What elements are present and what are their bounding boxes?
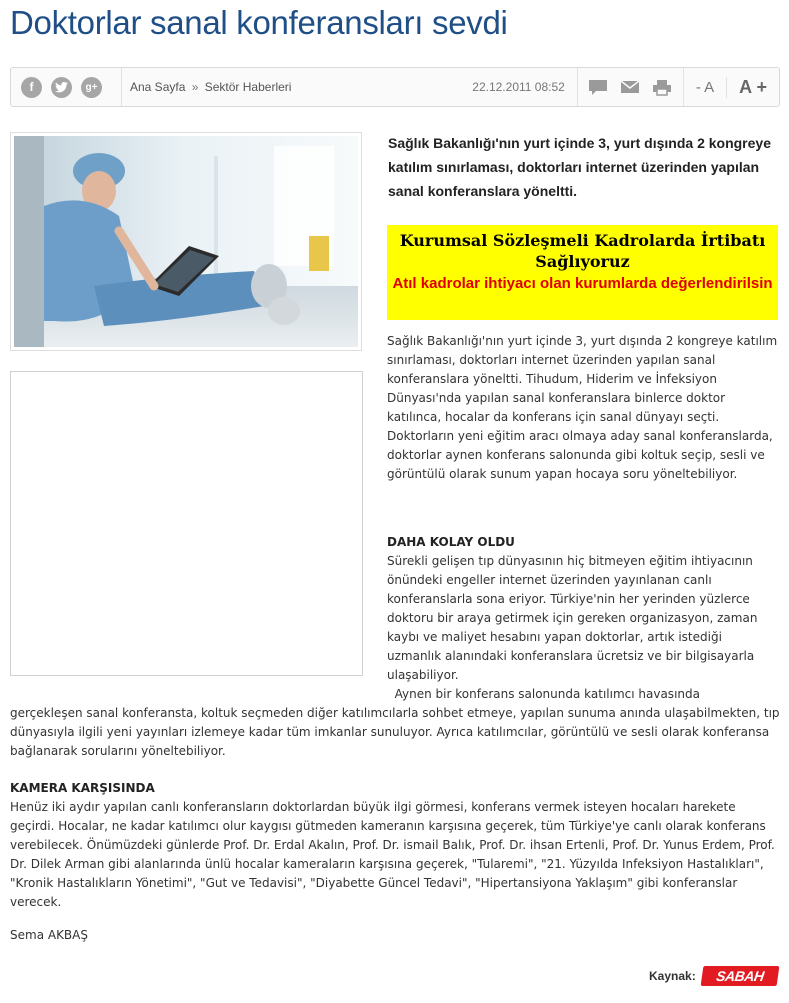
paragraph-2-text: Sürekli gelişen tıp dünyasının hiç bitmeyen eğitim ihtiyacının önündeki engeller internet üzerinden yayınlanan canlı konferanslarla sona eriyor. Türkiye'nin her yerinden yüzlerce doktoru bir araya getirmek için gereken organizasyon, zaman kaybı ve maliyet hesabını yapan doktorlar, artık istediği uzmanlık alanındaki konferanslara ücretsiz ve bir bilgisayarla ulaşabiliyor. — [387, 554, 758, 682]
article-toolbar — [10, 67, 780, 107]
social-share-group — [11, 68, 122, 106]
font-smaller-button[interactable]: - A — [695, 78, 715, 96]
article-photo — [10, 132, 362, 351]
article-author: Sema AKBAŞ — [10, 928, 88, 942]
article-source — [649, 966, 778, 986]
section-heading-1: DAHA KOLAY OLDU — [387, 535, 515, 549]
breadcrumb-section[interactable]: Sektör Haberleri — [204, 80, 292, 94]
article-lead: Sağlık Bakanlığı'nın yurt içinde 3, yurt dışında 2 kongreye katılım sınırlaması, doktorları internet üzerinden yapılan sanal konferanslara yöneltti. — [388, 135, 771, 199]
article-paragraph-4: Henüz iki aydır yapılan canlı konferansların doktorlardan büyük ilgi görmesi, konferans vermek isteyen hocaları harekete geçirdi. Hocalar, ne kadar katılımcı olur kaygısı gütmeden kameranın karşısına geçerek, tüm Türkiye'ye canlı olarak konferans verebilecek. Önümüzdeki günlerde Prof. Dr. Erdal Akalın, Prof. Dr. ismail Balık, Prof. Dr. ihsan Ertenli, Prof. Dr. Yunus Erdem, Prof. Dr. Dilek Arman gibi alanlarında ünlü hocalar kameraların karşısına geçerek, "Tularemi", "21. Yüzyılda Infeksiyon Hastalıkları", "Kronik Hastalıkların Yönetimi", "Gut ve Tedavisi", "Diyabette Güncel Tedavi", "Hipertansiyona Yaklaşım" gibi konferanslar verecek. — [10, 800, 775, 909]
font-larger-button[interactable]: A + — [726, 77, 779, 98]
sabah-logo[interactable]: SABAH — [700, 966, 779, 986]
breadcrumb-separator: » — [191, 80, 199, 94]
comment-icon[interactable] — [588, 79, 609, 96]
article-paragraph-3: gerçekleşen sanal konferansta, koltuk seçmeden diğer katılımcılarla sohbet etmeye, yapılan sunuma anında ulaşabilmekten, tıp dünyasıyla ilgili yeni yayınları izlemeye kadar tüm imkanlar sunuluyor. Ayrıca katılımcılar, görüntülü ve sesli olarak konferansa bağlanarak sorularını yöneltebiliyor. — [10, 706, 780, 758]
paragraph-2-continuation: Aynen bir konferans salonunda katılımcı havasında — [394, 687, 700, 701]
google-plus-icon[interactable]: g+ — [81, 77, 102, 98]
promo-title[interactable]: Kurumsal Sözleşmeli Kadrolarda İrtibatı Sağlıyoruz — [399, 231, 766, 271]
article-tools — [577, 68, 683, 106]
facebook-icon[interactable]: f — [21, 77, 42, 98]
article-title: Doktorlar sanal konferansları sevdi — [10, 4, 508, 41]
source-label: Kaynak: — [649, 969, 696, 983]
mail-icon[interactable] — [620, 79, 641, 96]
publish-date: 22.12.2011 08:52 — [472, 80, 565, 94]
breadcrumb-home[interactable]: Ana Sayfa — [130, 80, 186, 94]
promo-banner[interactable] — [387, 225, 778, 320]
promo-subtitle[interactable]: Atıl kadrolar ihtiyacı olan kurumlarda değerlendirilsin — [392, 275, 773, 292]
font-size-controls — [683, 68, 779, 106]
article-paragraph-1: Sağlık Bakanlığı'nın yurt içinde 3, yurt dışında 2 kongreye katılım sınırlaması, doktorları internet üzerinden yapılan sanal konferanslara yöneltti. Tihudum, Hiderim ve İnfeksiyon Dünyası'nda yapılan sanal konferanslara binlerce doktor katılınca, hocalar da konferans için sanal dünyayı seçti. Doktorların yeni eğitim aracı olmaya aday sanal konferanslarda, doktorlar aynen konferans salonunda gibi koltuk seçip, sesli ve görüntülü olarak sunum yapan hocaya soru yöneltebiliyor. — [387, 334, 778, 481]
section-heading-2: KAMERA KARŞISINDA — [10, 781, 155, 795]
doctor-with-laptop-image — [14, 136, 358, 347]
print-icon[interactable] — [652, 79, 673, 96]
breadcrumb — [122, 80, 472, 94]
twitter-icon[interactable] — [51, 77, 72, 98]
ad-placeholder — [10, 371, 363, 676]
article-paragraph-2 — [387, 552, 779, 704]
